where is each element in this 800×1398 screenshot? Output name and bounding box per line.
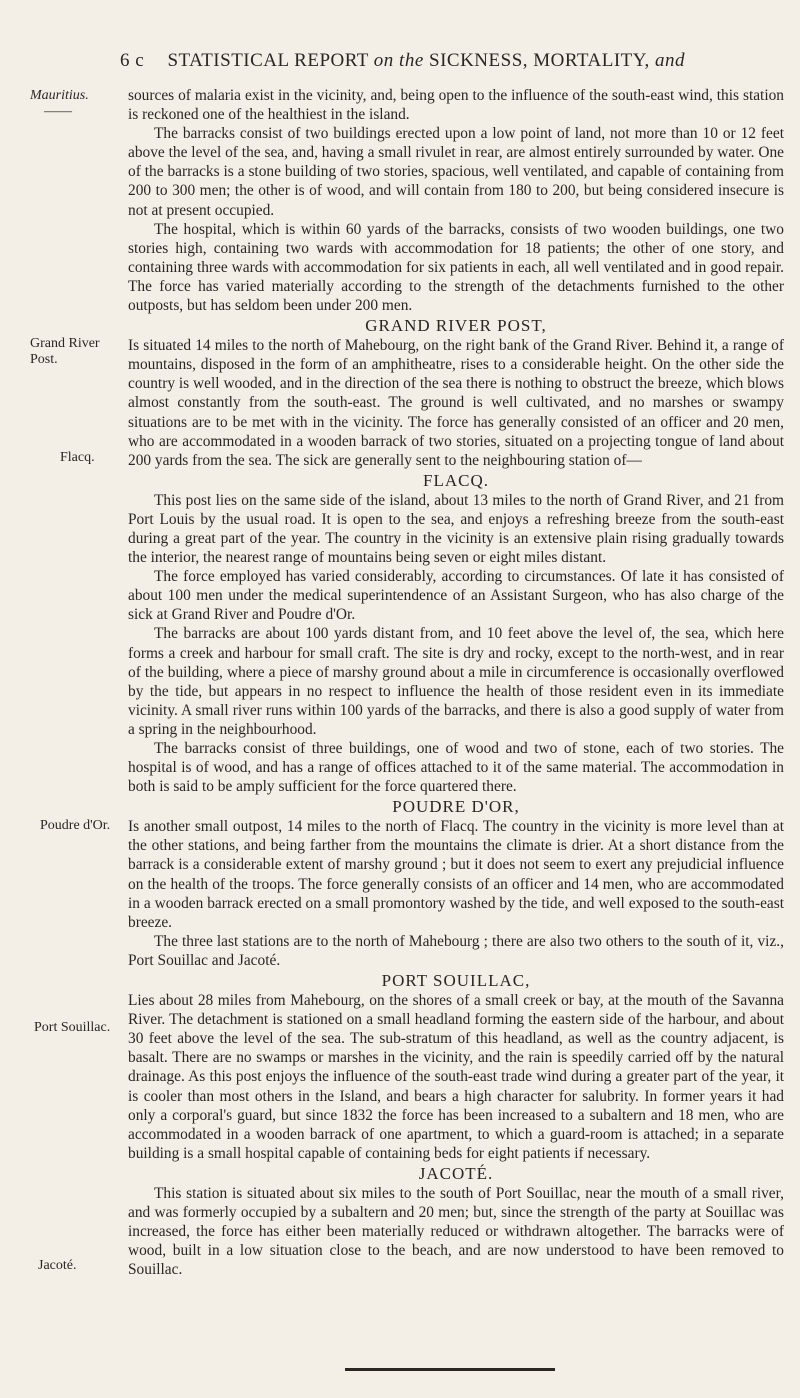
paragraph-malaria: sources of malaria exist in the vicinity, and, being open to the influence of the south-east wind, this station is reckoned one of the healthiest in the island. bbox=[128, 87, 784, 124]
paragraph-flacq-barracks: The barracks are about 100 yards distant from, and 10 feet above the level of, the sea, which here forms a creek and harbour for small craft. The site is dry and rocky, except to the north-west, and in rear of the building, where a piece of marshy ground about a mile in circumference is occasionally overflowed by the tide, but appears in no respect to influence the health of those resident even in its immediate vicinity. A small river runs within 100 yards of the barracks, and there is also a good supply of water from a spring in the neighbourhood. bbox=[128, 625, 784, 738]
paragraph-poudre-dor: Is another small outpost, 14 miles to the north of Flacq. The country in the vicinity is more level than at the other stations, and being farther from the mountains the climate is drier. At a short distance from the barrack is a considerable extent of marshy ground ; but it does not seem to exert any prejudicial influence on the health of the troops. The force generally consists of an officer and 14 men, who are accommodated in a wooden barrack erected on a small promontory washed by the tide, and well exposed to the south-east breeze. bbox=[128, 818, 784, 931]
paragraph-flacq-buildings: The barracks consist of three buildings, one of wood and two of stone, each of two stories. The hospital is of wood, and has a range of offices attached to it of the same material. The accommodation in both is said to be amply sufficient for the force quartered there. bbox=[128, 740, 784, 796]
header-title-and: and bbox=[655, 50, 686, 71]
paragraph-hospital: The hospital, which is within 60 yards of the barracks, consists of two wooden buildings, one two stories high, containing two wards with accommodation for 18 patients; the other of one story, and containing three wards with accommodation for six patients in each, all well ventilated and in good repair. The force has varied materially according to the strength of the detachments furnished to the other outposts, but has seldom been under 200 men. bbox=[128, 220, 784, 315]
header-title-italic: on the bbox=[373, 50, 424, 71]
heading-flacq: FLACQ. bbox=[423, 470, 489, 490]
paragraph-barracks: The barracks consist of two buildings erected upon a low point of land, not more than 10 or 12 feet above the level of the sea, and, having a small rivulet in rear, are almost entirely surrounded by water. One of the barracks is a stone building of two stories, spacious, well ventilated, and capable of containing from 200 to 300 men; the other is of wood, and will contain from 180 to 200, but being considered insecure is not at present occupied. bbox=[128, 125, 784, 219]
margin-note-poudre-dor: Poudre d'Or. bbox=[40, 818, 111, 833]
paragraph-flacq-location: This post lies on the same side of the island, about 13 miles to the north of Grand River, and 21 from Port Louis by the usual road. It is open to the sea, and enjoys a refreshing breeze from the south-east during a great part of the year. The country in the vicinity is an extensive plain rising gradually towards the interior, the nearest range of mountains being seven or eight miles distant. bbox=[128, 491, 784, 567]
paragraph-grand-river: Is situated 14 miles to the north of Mahebourg, on the right bank of the Grand River. Behind it, a range of mountains, disposed in the form of an amphitheatre, rises to a considerable height. On the other side the country is well wooded, and in the direction of the sea there is nothing to obstruct the breeze, which blows almost constantly from the south-east. The ground is well cultivated, and no marshes or swampy situations are to be met with in the vicinity. The force has generally consisted of an officer and 20 men, who are accommodated in a wooden barrack of two stories, situated on a projecting tongue of land about 200 yards from the sea. The sick are generally sent to the neighbouring station of— bbox=[128, 337, 784, 469]
report-body bbox=[128, 86, 784, 1279]
margin-note-port-souillac: Port Souillac. bbox=[34, 1020, 111, 1035]
margin-note-mauritius bbox=[30, 88, 122, 120]
heading-grand-river-post: GRAND RIVER POST, bbox=[365, 316, 547, 336]
heading-poudre-dor: POUDRE D'OR, bbox=[392, 797, 520, 817]
header-title-rest: SICKNESS, MORTALITY, bbox=[423, 50, 656, 71]
margin-note-mauritius-label: Mauritius. bbox=[30, 88, 89, 103]
paragraph-port-souillac: Lies about 28 miles from Mahebourg, on the shores of a small creek or bay, at the mouth of the Savanna River. The detachment is stationed on a small headland forming the eastern side of the harbour, and about 30 feet above the level of the sea. The sub-stratum of this headland, as well as the country adjacent, is basalt. There are no swamps or marshes in the vicinity, and the rain is speedily carried off by the natural drainage. As this post enjoys the influence of the south-east trade wind during a greater part of the year, it is cooler than most others in the Island, and bears a high character for salubrity. In former years it had only a corporal's guard, but since 1832 the force has been increased to a subaltern and 18 men, who are accommodated in a wooden barrack of one apartment, to which a guard-room is attached; in a separate building is a small hospital capable of containing beds for eight patients if necessary. bbox=[128, 992, 784, 1162]
header-title-main: STATISTICAL REPORT bbox=[167, 50, 374, 71]
closing-rule bbox=[345, 1368, 555, 1371]
paragraph-southern-stations: The three last stations are to the north of Mahebourg ; there are also two others to the south of it, viz., Port Souillac and Jacoté. bbox=[128, 932, 784, 969]
margin-note-grand-river: Grand River Post. bbox=[30, 336, 100, 367]
page-number: 6 c bbox=[120, 50, 145, 71]
heading-jacote: JACOTÉ. bbox=[418, 1163, 494, 1183]
margin-note-flacq: Flacq. bbox=[60, 450, 95, 465]
margin-note-mauritius-dash: —— bbox=[44, 104, 72, 119]
heading-port-souillac: PORT SOUILLAC, bbox=[381, 971, 531, 991]
margin-note-jacote: Jacoté. bbox=[38, 1258, 77, 1273]
paragraph-jacote: This station is situated about six miles to the south of Port Souillac, near the mouth of a small river, and was formerly occupied by a subaltern and 20 men; but, since the strength of the party at Souillac was increased, the force has either been materially reduced or withdrawn altogether. The barracks were of wood, built in a low situation close to the beach, and are now understood to have been removed to Souillac. bbox=[128, 1184, 784, 1279]
paragraph-flacq-force: The force employed has varied considerably, according to circumstances. Of late it has consisted of about 100 men under the medical superintendence of an Assistant Surgeon, who has also charge of the sick at Grand River and Poudre d'Or. bbox=[128, 568, 784, 624]
running-header bbox=[120, 50, 790, 72]
